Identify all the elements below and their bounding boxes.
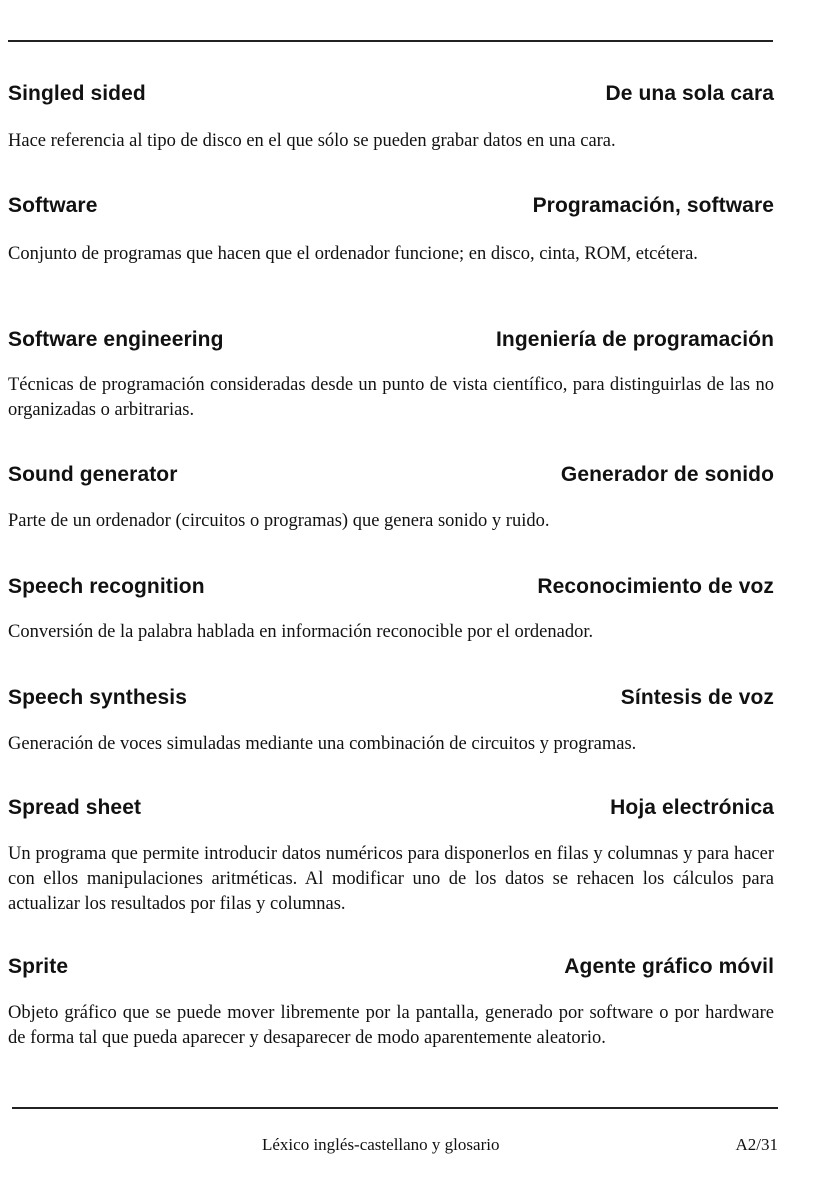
term-row xyxy=(8,952,774,982)
term-english: Software engineering xyxy=(8,328,224,351)
term-english: Spread sheet xyxy=(8,796,142,819)
term-spanish: Síntesis de voz xyxy=(620,686,774,709)
glossary-entry xyxy=(8,460,774,534)
glossary-entry xyxy=(8,325,774,423)
term-row xyxy=(8,793,774,823)
term-definition: Conjunto de programas que hacen que el ordenador funcione; en disco, cinta, ROM, etcétera. xyxy=(8,244,698,264)
term-spanish: Reconocimiento de voz xyxy=(537,575,774,598)
term-row xyxy=(8,460,774,490)
glossary-entry xyxy=(8,952,774,1051)
term-spanish: Programación, software xyxy=(532,194,774,217)
term-spanish: Agente gráfico móvil xyxy=(564,955,774,978)
term-english: Sprite xyxy=(8,955,69,978)
term-definition: Hace referencia al tipo de disco en el que sólo se pueden grabar datos en una cara. xyxy=(8,131,616,151)
term-row xyxy=(8,572,774,602)
term-spanish: Hoja electrónica xyxy=(610,796,774,819)
glossary-entry xyxy=(8,793,774,917)
term-row xyxy=(8,325,774,355)
term-definition: Parte de un ordenador (circuitos o programas) que genera sonido y ruido. xyxy=(8,511,550,531)
term-row xyxy=(8,79,774,109)
term-spanish: Generador de sonido xyxy=(560,463,774,486)
term-row xyxy=(8,191,774,221)
footer-title: Léxico inglés-castellano y glosario xyxy=(262,1135,500,1154)
term-row xyxy=(8,683,774,713)
glossary-entry xyxy=(8,572,774,645)
page-number: A2/31 xyxy=(735,1135,778,1154)
term-english: Singled sided xyxy=(8,82,146,105)
term-english: Software xyxy=(8,194,98,217)
glossary-entry xyxy=(8,191,774,267)
term-definition: Generación de voces simuladas mediante una combinación de circuitos y programas. xyxy=(8,734,637,754)
term-spanish: Ingeniería de programación xyxy=(496,328,774,351)
bottom-rule xyxy=(12,1107,778,1109)
term-english: Sound generator xyxy=(8,463,178,486)
term-definition: Un programa que permite introducir datos numéricos para disponerlos en filas y columnas y para hacer con ellos manipulaciones aritméticas. Al modificar uno de los datos se rehacen los cálculos para actualizar los resultados por filas y columnas. xyxy=(8,844,774,914)
top-rule xyxy=(8,40,773,42)
glossary-entry xyxy=(8,79,774,154)
term-english: Speech recognition xyxy=(8,575,205,598)
term-definition: Técnicas de programación consideradas desde un punto de vista científico, para distinguirlas de las no organizadas o arbitrarias. xyxy=(8,375,774,420)
term-spanish: De una sola cara xyxy=(605,82,774,105)
term-definition: Conversión de la palabra hablada en información reconocible por el ordenador. xyxy=(8,622,594,642)
term-definition: Objeto gráfico que se puede mover libremente por la pantalla, generado por software o por hardware de forma tal que pueda aparecer y desaparecer de modo aparentemente aleatorio. xyxy=(8,1003,774,1048)
term-english: Speech synthesis xyxy=(8,686,188,709)
glossary-entry xyxy=(8,683,774,757)
